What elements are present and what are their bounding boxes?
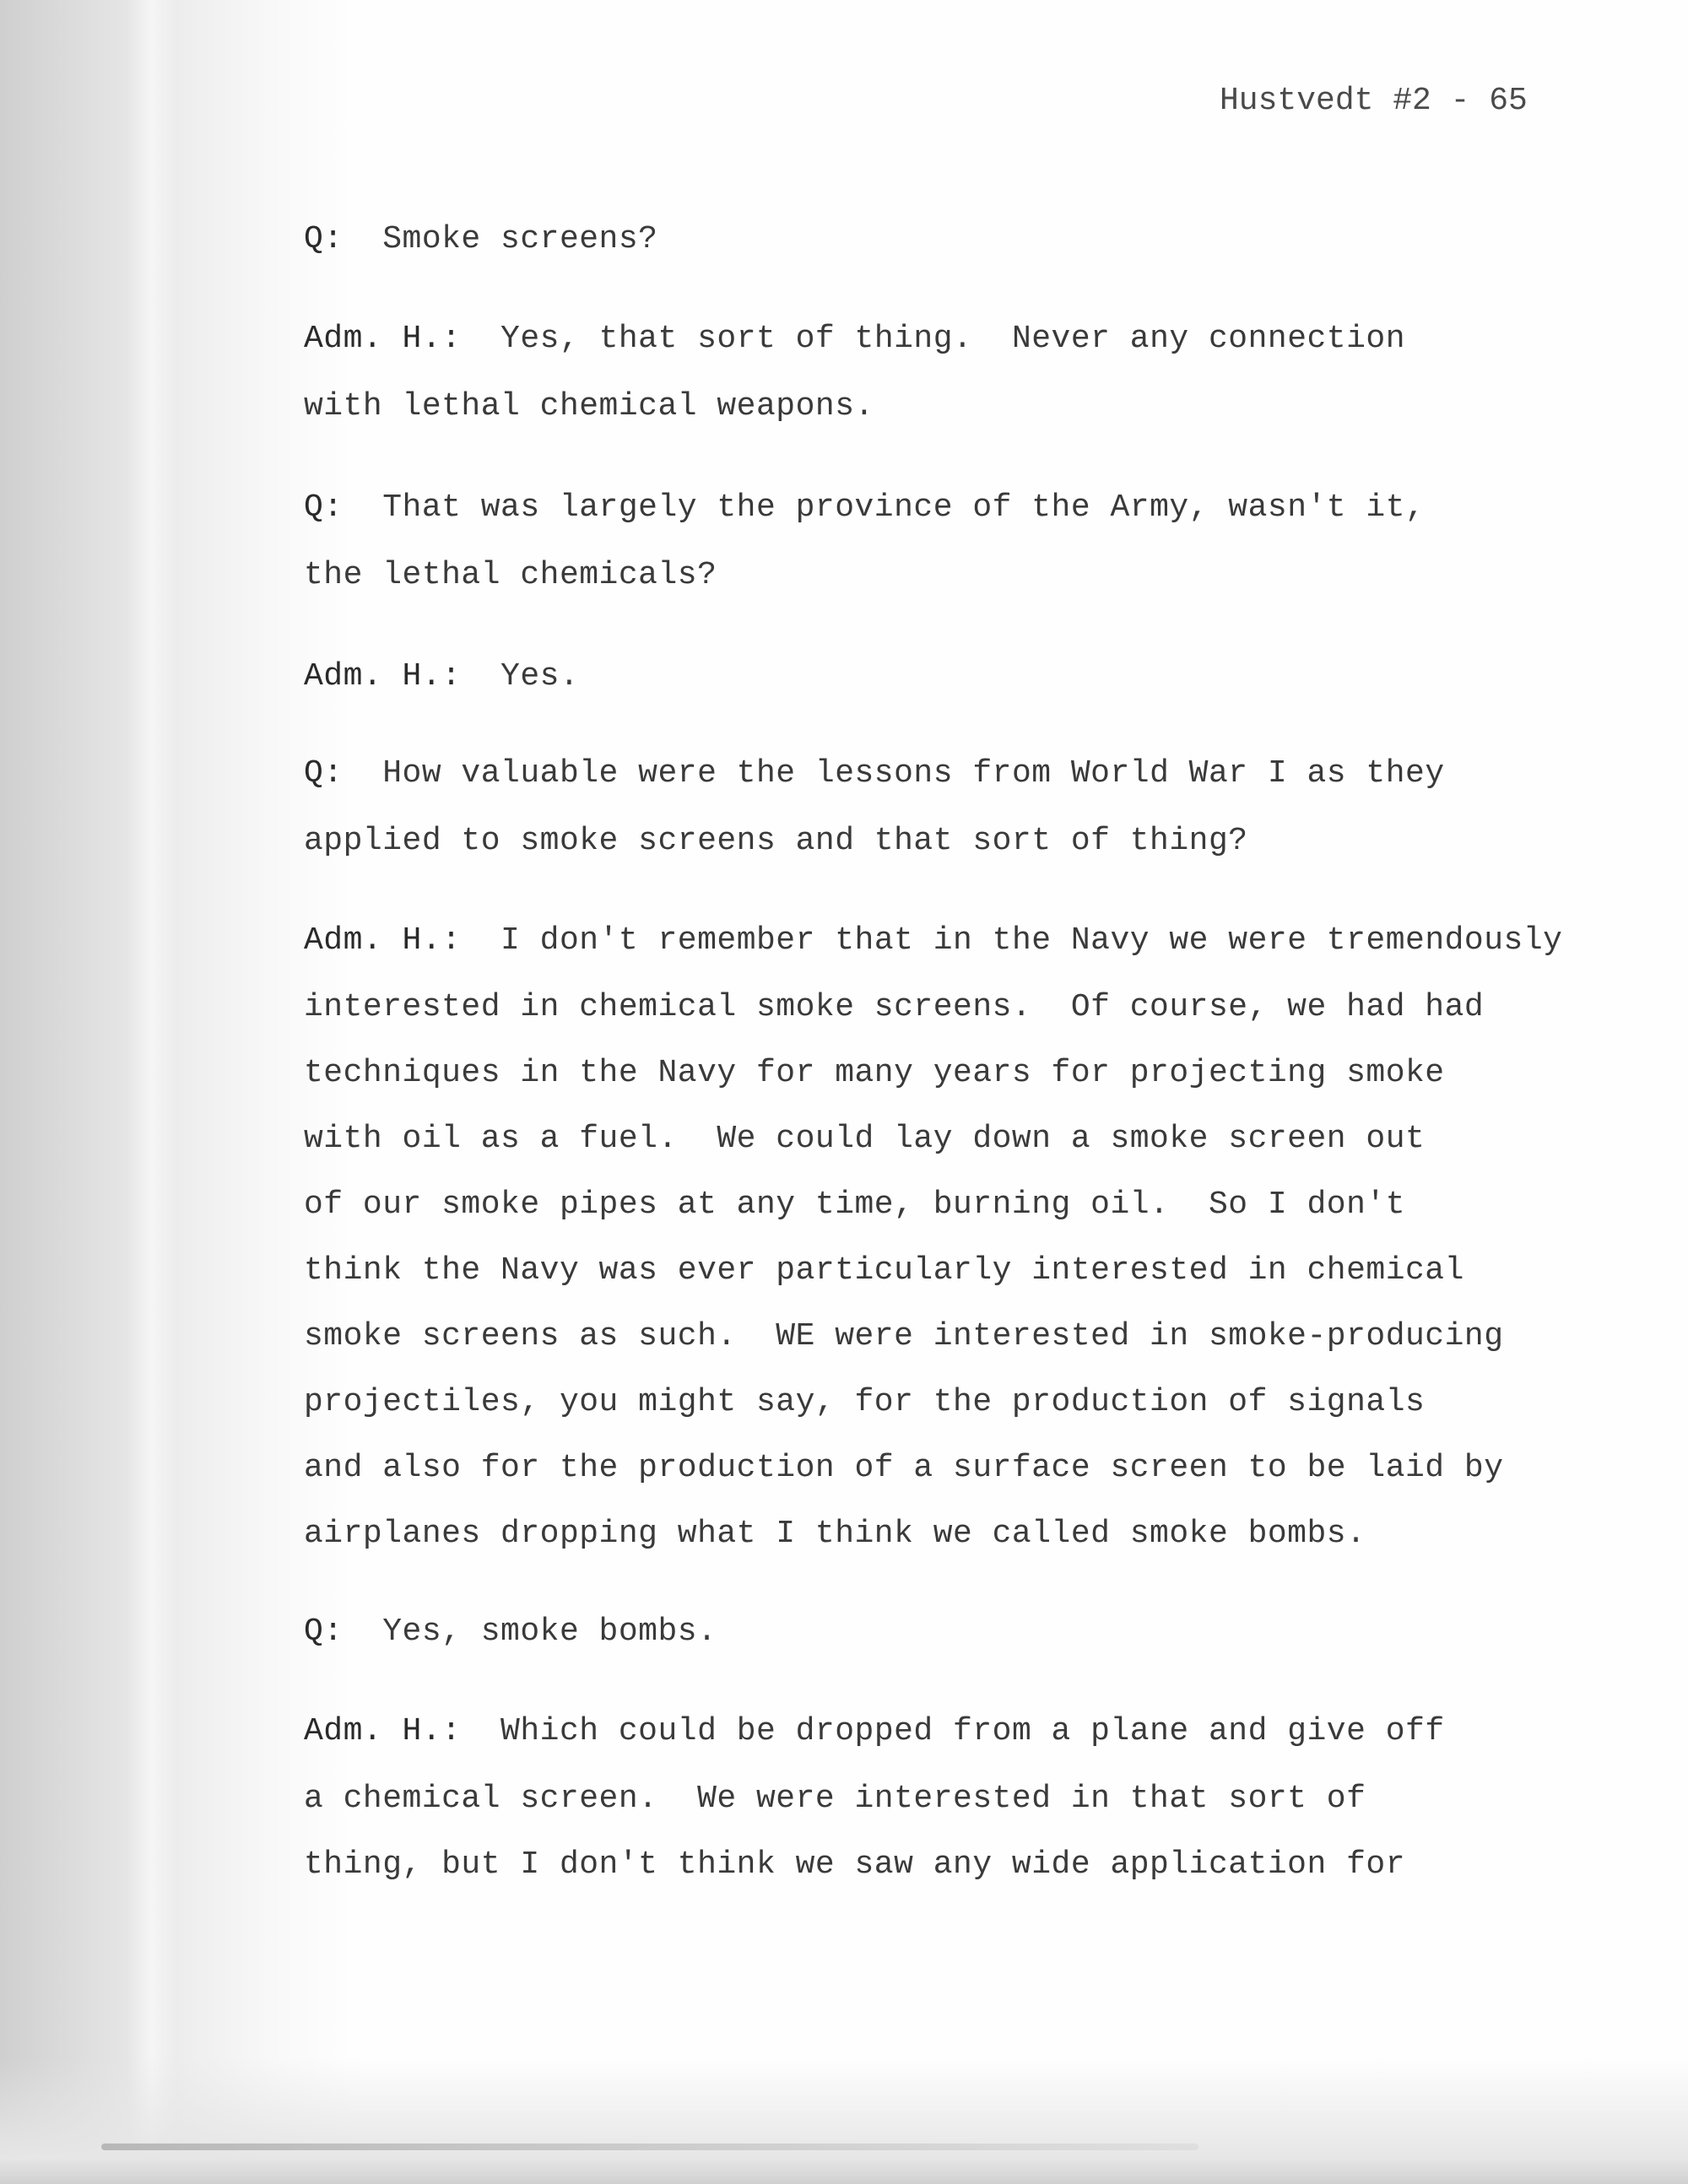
line-text: smoke screens as such. WE were interested in smoke-producing [304, 1318, 1504, 1354]
transcript-line [304, 321, 1405, 357]
line-text: I don't remember that in the Navy we were tremendously [500, 922, 1563, 959]
bottom-fold [101, 2143, 1198, 2150]
transcript-line [304, 823, 1248, 859]
transcript-line [304, 1055, 1445, 1091]
line-text: thing, but I don't think we saw any wide application for [304, 1846, 1406, 1883]
line-text: Which could be dropped from a plane and give off [500, 1713, 1445, 1749]
transcript-line [304, 755, 1445, 792]
transcript-line [304, 1252, 1464, 1289]
speaker-label: Adm. H.: [304, 922, 462, 959]
line-text: the lethal chemicals? [304, 557, 717, 593]
transcript-line [304, 922, 1562, 959]
gutter-shadow [0, 0, 354, 2184]
transcript-line [304, 1384, 1425, 1420]
transcript-line [304, 1713, 1445, 1749]
line-text: Smoke screens? [382, 221, 658, 257]
transcript-line [304, 1450, 1504, 1486]
line-text: think the Navy was ever particularly interested in chemical [304, 1252, 1464, 1289]
transcript-line [304, 557, 717, 593]
speaker-label: Q: [304, 1614, 344, 1650]
transcript-line [304, 489, 1425, 526]
line-text: applied to smoke screens and that sort of thing? [304, 823, 1248, 859]
line-text: How valuable were the lessons from World War I as they [382, 755, 1445, 792]
speaker-label: Q: [304, 755, 344, 792]
line-text: techniques in the Navy for many years for projecting smoke [304, 1055, 1445, 1091]
line-text: of our smoke pipes at any time, burning oil. So I don't [304, 1187, 1406, 1223]
line-text: with oil as a fuel. We could lay down a smoke screen out [304, 1121, 1426, 1157]
transcript-line [304, 1516, 1366, 1552]
gutter-edge [127, 0, 177, 2184]
transcript-line [304, 1187, 1405, 1223]
transcript-line [304, 989, 1484, 1025]
transcript-line [304, 1614, 717, 1650]
speaker-label: Adm. H.: [304, 321, 462, 357]
line-text: Yes. [500, 658, 580, 695]
line-text: a chemical screen. We were interested in that sort of [304, 1781, 1366, 1817]
bottom-shadow [0, 2057, 1688, 2184]
transcript-line [304, 658, 579, 695]
line-text: with lethal chemical weapons. [304, 388, 874, 424]
transcript-line [304, 1846, 1405, 1883]
page-number: Hustvedt #2 - 65 [1220, 83, 1528, 119]
speaker-label: Adm. H.: [304, 658, 462, 695]
transcript-line [304, 1318, 1504, 1354]
line-text: and also for the production of a surface screen to be laid by [304, 1450, 1504, 1486]
line-text: interested in chemical smoke screens. Of course, we had had [304, 989, 1485, 1025]
line-text: Yes, smoke bombs. [382, 1614, 717, 1650]
line-text: That was largely the province of the Army, wasn't it, [382, 489, 1426, 526]
transcript-line [304, 1121, 1425, 1157]
transcript-line [304, 388, 874, 424]
line-text: Yes, that sort of thing. Never any connection [500, 321, 1406, 357]
transcript-line [304, 1781, 1366, 1817]
speaker-label: Q: [304, 489, 344, 526]
line-text: projectiles, you might say, for the production of signals [304, 1384, 1426, 1420]
speaker-label: Adm. H.: [304, 1713, 462, 1749]
transcript-line [304, 221, 657, 257]
line-text: airplanes dropping what I think we called smoke bombs. [304, 1516, 1366, 1552]
speaker-label: Q: [304, 221, 344, 257]
